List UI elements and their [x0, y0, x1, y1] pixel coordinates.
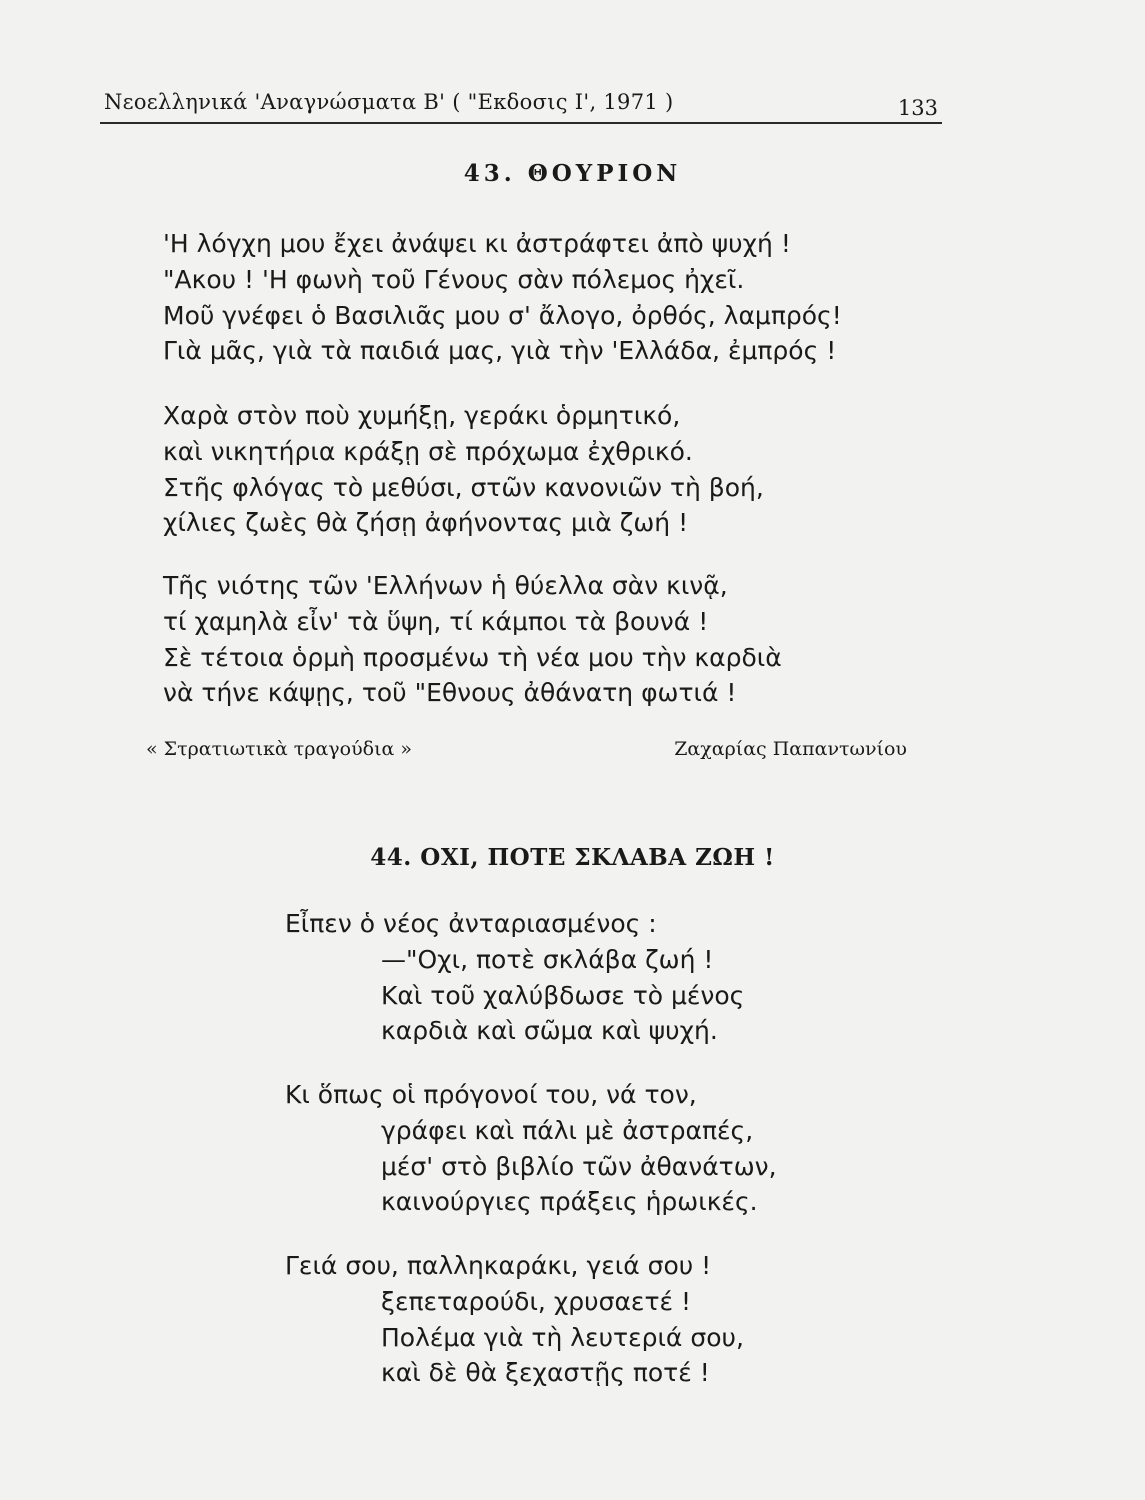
running-head: Νεοελληνικά 'Αναγνώσματα Β' ( "Εκδοσις Ι', 1971 ) [104, 90, 674, 114]
verse-line: γράφει καὶ πάλι μὲ ἀστραπές, [381, 1115, 754, 1145]
stanza [163, 226, 842, 369]
verse-line: ξεπεταρούδι, χρυσαετέ ! [381, 1286, 691, 1316]
verse-line: Σὲ τέτοια ὁρμὴ προσμένω τὴ νέα μου τὴν καρδιὰ [163, 642, 782, 672]
verse-line: καρδιὰ καὶ σῶμα καὶ ψυχή. [381, 1016, 718, 1046]
stanza [285, 1248, 744, 1391]
verse-line: Κι ὅπως οἱ πρόγονοί του, νά τον, [285, 1080, 697, 1109]
page-header [100, 88, 942, 124]
verse-line: καινούργιες πράξεις ἡρωικές. [381, 1187, 758, 1217]
stanza [163, 398, 764, 541]
verse-line: τί χαμηλὰ εἶν' τὰ ὕψη, τί κάμποι τὰ βουνά ! [163, 606, 709, 636]
poem-title: 44. ΟΧΙ, ΠΟΤΕ ΣΚΛΑΒΑ ΖΩΗ ! [370, 844, 775, 871]
verse-line: Χαρὰ στὸν ποὺ χυμήξῃ, γεράκι ὁρμητικό, [163, 401, 681, 430]
stanza [285, 906, 744, 1049]
verse-line: Γιὰ μᾶς, γιὰ τὰ παιδιά μας, γιὰ τὴν 'Ελλάδα, ἐμπρός ! [163, 336, 837, 366]
verse-line: Μοῦ γνέφει ὁ Βασιλιᾶς μου σ' ἄλογο, ὀρθός, λαμπρός! [163, 300, 842, 330]
verse-line: Στῆς φλόγας τὸ μεθύσι, στῶν κανονιῶν τὴ βοή, [163, 472, 764, 502]
verse-line: μέσ' στὸ βιβλίο τῶν ἀθανάτων, [381, 1151, 777, 1181]
verse-line: —"Οχι, ποτὲ σκλάβα ζωή ! [381, 944, 714, 974]
verse-line: Καὶ τοῦ χαλύβδωσε τὸ μένος [381, 980, 745, 1010]
stanza [285, 1077, 777, 1220]
verse-line: Εἶπεν ὁ νέος ἀνταριασμένος : [285, 909, 657, 938]
verse-line: 'Η λόγχη μου ἔχει ἀνάψει κι ἀστράφτει ἀπὸ ψυχή ! [163, 229, 791, 258]
verse-line: Γειά σου, παλληκαράκι, γειά σου ! [285, 1251, 712, 1280]
verse-line: καὶ νικητήρια κράξῃ σὲ πρόχωμα ἐχθρικό. [163, 436, 693, 466]
stanza [163, 568, 782, 711]
verse-line: καὶ δὲ θὰ ξεχαστῇς ποτέ ! [381, 1358, 710, 1388]
verse-line: Τῆς νιότης τῶν 'Ελλήνων ἡ θύελλα σὰν κινᾷ, [163, 571, 728, 600]
poem-title: 43. ΘΟΥΡΙΟΝ [463, 160, 682, 187]
page-number: 133 [897, 96, 938, 120]
verse-line: "Ακου ! 'Η φωνὴ τοῦ Γένους σὰν πόλεμος ἠχεῖ. [163, 264, 745, 294]
poem-author: Ζαχαρίας Παπαντωνίου [674, 738, 907, 760]
poem-source: « Στρατιωτικὰ τραγούδια » [146, 738, 413, 760]
verse-line: Πολέμα γιὰ τὴ λευτεριά σου, [381, 1322, 744, 1352]
verse-line: νὰ τήνε κάψῃς, τοῦ "Εθνους ἀθάνατη φωτιά ! [163, 678, 737, 708]
verse-line: χίλιες ζωὲς θὰ ζήσῃ ἀφήνοντας μιὰ ζωή ! [163, 508, 689, 538]
